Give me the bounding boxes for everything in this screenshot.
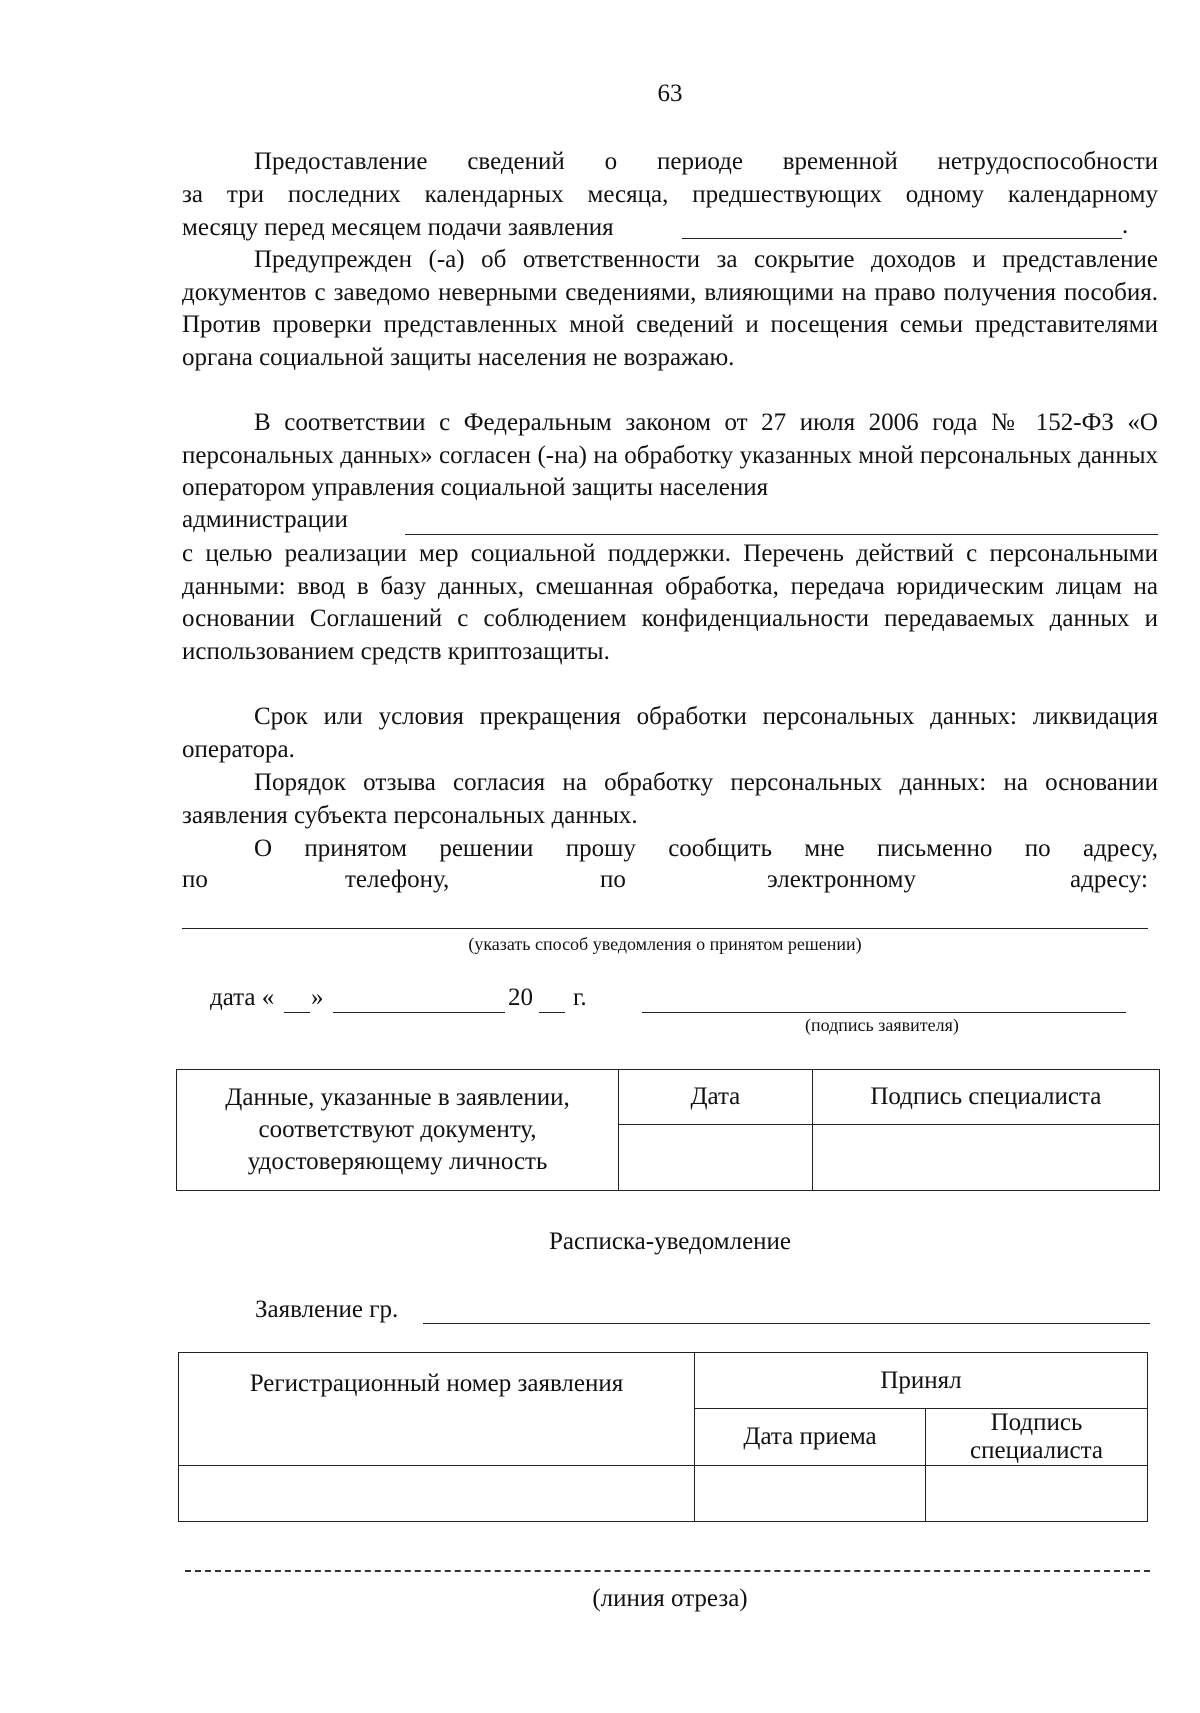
cut-line [185,1570,1150,1572]
p1-end-dot: . [1122,212,1129,239]
receipt-title: Расписка-уведомление [548,1228,792,1255]
notify-method-line[interactable] [182,928,1148,929]
cut-line-caption: (линия отреза) [592,1585,748,1612]
accepted-header-cell: Принял [695,1353,1148,1409]
admin-label: администрации [182,506,348,533]
termination-paragraph: Срок или условия прекращения обработки персональных данных: ликвидация оператора. [182,703,1158,763]
applicant-signature-line[interactable] [642,1012,1126,1013]
period-value-line[interactable] [682,238,1122,239]
reg-number-header-cell: Регистрационный номер заявления [179,1353,695,1466]
applicant-name-line[interactable] [423,1323,1150,1324]
notify-request-line1: О принятом решении прошу сообщить мне письменно по адресу, [254,835,1158,862]
withdrawal-paragraph: Порядок отзыва согласия на обработку персональных данных: на основании заявления субъекта персональных данных. [182,769,1158,829]
verification-table [176,1069,1160,1191]
warning-paragraph: Предупрежден (-а) об ответственности за сокрытие доходов и представление документов с заведомо неверными сведениями, влияющими на право получения пособия. Против проверки представленных мной сведений и посещения семьи представителями органа социальной защиты населения не возражаю. [182,246,1158,371]
specialist-signature-header-cell: Подпись специалиста [812,1070,1159,1125]
word-po-2: по [600,866,626,893]
application-label: Заявление гр. [255,1296,399,1323]
page-number: 63 [657,80,683,107]
date-year-line[interactable] [539,1012,565,1013]
consent-paragraph: В соответствии с Федеральным законом от 27 июля 2006 года № 152-ФЗ «О персональных данных» согласен (-на) на обработку указанных мной персональных данных оператором управления социальной защиты населения [182,409,1158,502]
date-prefix: дата « [210,984,275,1011]
p1-line2: за три последних календарных месяца, предшествующих одному календарному [182,181,1158,208]
date-day-line[interactable] [284,1012,310,1013]
receipt-table [178,1352,1148,1522]
reg-number-cell[interactable] [179,1466,695,1522]
verification-text-cell: Данные, указанные в заявлении, соответствуют документу, удостоверяющему личность [177,1070,619,1191]
date-header-cell: Дата [619,1070,813,1125]
word-po-1: по [182,866,208,893]
accept-date-header-cell: Дата приема [695,1409,926,1466]
notify-caption: (указать способ уведомления о принятом решении) [468,934,862,954]
verification-date-cell[interactable] [619,1125,813,1191]
word-telefonu: телефону, [345,866,450,893]
year-suffix: г. [573,984,587,1011]
administration-line[interactable] [405,534,1158,535]
accept-date-cell[interactable] [695,1466,926,1522]
word-adresu: адресу: [1070,866,1148,893]
p1-line3: месяцу перед месяцем подачи заявления [182,214,614,241]
date-close-quote: » [311,984,324,1011]
signature-caption: (подпись заявителя) [805,1015,959,1035]
consent-continuation: с целью реализации мер социальной поддержки. Перечень действий с персональными данными: ввод в базу данных, смешанная обработка, передача юридическим лицам на основании Соглашений с соблюдением конфиденциальности передаваемых данных и использованием средств криптозащиты. [182,540,1158,665]
receipt-signature-cell[interactable] [926,1466,1148,1522]
year-prefix: 20 [508,984,533,1011]
verification-signature-cell[interactable] [812,1125,1159,1191]
date-month-line[interactable] [333,1012,505,1013]
p1-line1: Предоставление сведений о периоде временной нетрудоспособности [254,148,1158,175]
word-elektronnomu: электронному [767,866,916,893]
receipt-signature-header-cell: Подпись специалиста [926,1409,1148,1466]
